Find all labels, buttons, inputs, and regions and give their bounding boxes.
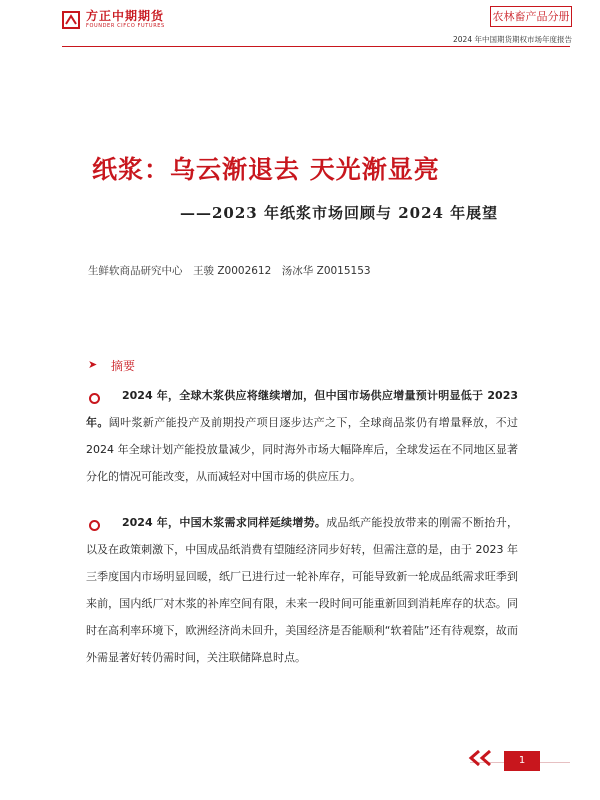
header-divider <box>62 46 570 47</box>
double-chevron-left-icon <box>466 748 496 768</box>
summary-paragraph-1 <box>86 382 518 490</box>
authors-line: 生鲜软商品研究中心 王骏 Z0002612 汤冰华 Z0015153 <box>88 265 371 277</box>
section-tag: 农林畜产品分册 <box>490 6 572 27</box>
logo-english-name: FOUNDER CIFCO FUTURES <box>86 23 165 29</box>
logo-mark-icon <box>62 11 80 29</box>
logo-chinese-name: 方正中期期货 <box>86 9 165 23</box>
paragraph-1-lead: 2024 年，全球木浆供应将继续增加，但中国市场供应增量预计明显低于 2023 年。 <box>86 389 518 429</box>
summary-heading: 摘要 <box>111 359 136 373</box>
page-subtitle: ——2023 年纸浆市场回顾与 2024 年展望 <box>180 204 499 222</box>
paragraph-2-lead: 2024 年，中国木浆需求同样延续增势。 <box>122 516 327 529</box>
page-number: 1 <box>504 751 540 771</box>
page-title: 纸浆：乌云渐退去 天光渐显亮 <box>92 155 440 184</box>
company-logo <box>62 10 165 30</box>
report-title: 2024 年中国期货期权市场年度报告 <box>453 35 572 44</box>
paragraph-1-body: 阔叶浆新产能投产及前期投产项目逐步达产之下，全球商品浆仍有增量释放，不过 2024 年全球计划产能投放量减少，同时海外市场大幅降库后，全球发运在不同地区显著分化的情况可能改变，从而减轻对中国市场的供应压力。 <box>86 416 519 483</box>
arrow-marker-icon: ➤ <box>88 358 98 371</box>
paragraph-2-body: 成品纸产能投放带来的刚需不断抬升，以及在政策刺激下，中国成品纸消费有望随经济同步好转，但需注意的是，由于 2023 年三季度国内市场明显回暖，纸厂已进行过一轮补库存，可能导致新一轮成品纸需求旺季到来前，国内纸厂对木浆的补库空间有限，未来一段时间可能重新回到消耗库存的状态。同时在高利率环境下，欧洲经济尚未回升，美国经济是否能顺利“软着陆”还有待观察，故而外需显著好转仍需时间，关注联储降息时点。 <box>86 516 518 664</box>
summary-paragraph-2 <box>86 509 518 671</box>
